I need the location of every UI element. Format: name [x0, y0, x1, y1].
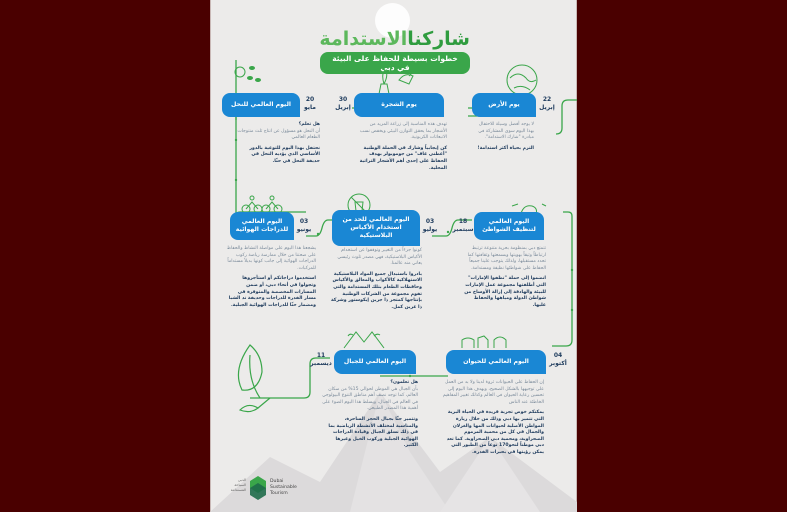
date-day: 11 [316, 352, 326, 359]
event-intro: تهدف هذه المناسبة إلى زراعة المزيد من الأشجار بما يحقق التوازن البيئي ويخفض نسب الانبعاثات الكربونية. [359, 122, 447, 141]
page-subtitle: خطوات بسيطة للحفاظ على البيئة في دبي [320, 52, 470, 74]
date-day: 03 [299, 218, 309, 225]
event-date [300, 96, 320, 111]
event-date [452, 218, 474, 233]
logo-english-text [270, 479, 297, 497]
logo-ar-line: الدبي [238, 478, 246, 482]
event-description [326, 248, 422, 311]
event-title-box: اليوم العالمي للجبال [334, 350, 416, 374]
event-intro: أن النحل هو مسؤول عن انتاج ثلث منتوجات الطعام العالمي [237, 128, 320, 141]
event-intro: بأن الجبال هي الموطن لحوالي 15% من سكان العالم، كما توجد نصف أهم مناطق التنوع البيولوجي في العالم في الجبال، ويسلط هذا اليوم الضوء على أهمية هذا المصدر الطبيعي. [322, 386, 418, 412]
event-date [420, 218, 440, 233]
date-month: إبريل [335, 103, 351, 111]
logo-en-line: Dubai [270, 479, 284, 484]
logo-en-line: Sustainable [270, 485, 297, 490]
event-description [476, 122, 534, 152]
event-description [226, 246, 316, 309]
leaf-graphic [238, 345, 270, 412]
date-day: 30 [338, 96, 348, 103]
event-description [440, 380, 544, 457]
event-highlight: التزم بحياة أكثر استدامة! [477, 145, 534, 151]
event-highlight: استخدموا دراجاتكم أو استأجروها وتجولوا في أنحاء دبي، أو ضمن المسارات المخصصة والمتوفرة في مسار القدرة للدراجات وحديقة ند الشبا ومضمار حتّا للدراجات الهوائية الجبلية. [228, 276, 316, 308]
event-highlight: كن إيجابياً وشارك في الحملة الوطنية "أعطني غاف" من جوموبولز بهدف الحفاظ على إحدى أهم الأشجار التراثية المحلية. [359, 145, 447, 171]
mountains-icon [342, 328, 386, 350]
event-highlight: يمكنكم خوض تجربة فريدة في الحياة البرية التي تتميز بها دبي وذلك من خلال زيارة المواطن الأصلية لحيوانات المها والغزلان والجمال في كل من محمية المرموم الصحراوية، ومحمية دبي الصحراوية. كما تعد دبي موطناً لنحو170 نوعاً من الطيور التي يمكن رؤيتها في بحيرات القدرة. [446, 410, 544, 455]
event-intro: إن الحفاظ على الحيوانات ثروة لدينا ولا بد من العمل على توجيهها بالشكل الصحيح، ويهدف هذا اليوم إلى تحسين رعاية الحيوان في العالم وكذلك تغيير المفاهيم الخاطئة عند الناس [442, 380, 544, 405]
event-date [308, 352, 334, 367]
event-highlight: انضموا إلى حملة "نظفوا الإمارات" التي أطلقتها مجموعة عمل الإمارات للبيئة والهادفة إلى إزالة الأوساخ من شواطئ الدولة ومياهها والحفاظ عليها. [464, 276, 546, 308]
title-part-2: الاستدامة [319, 28, 408, 50]
date-month: إبريل [539, 103, 555, 111]
date-month: أكتوبر [549, 359, 567, 367]
animals-icon [460, 332, 508, 350]
event-title-box: اليوم العالمي للدراجات الهوائية [230, 212, 294, 240]
event-intro: لا يوجد أفضل وسيلة للاحتفال بهذا اليوم سوى المشاركة في مبادرة "شارك الاستدامة". [478, 122, 534, 141]
globe-icon [500, 60, 542, 96]
infographic-page [210, 0, 577, 512]
title-part-1: شاركنا [407, 28, 470, 50]
date-month: يونيو [296, 225, 312, 233]
event-intro: تتمتع دبي بمنظومة بحرية متنوعة ترتبط ارتباطاً وثيقاً بهويتها وبسمعتها وثقافتها كما تحدد مستقبلها، ولذلك يتوجب علينا جميعاً الحفاظ على شواطئها نظيفة ومستدامة. [467, 246, 546, 271]
date-day: 03 [425, 218, 435, 225]
event-date [332, 96, 354, 111]
event-intro: كونوا جزءاً من التغيير وتوقفوا عن استخدام الأكياس البلاستيكية، فهي مصدر تلوث رئيسي يعاني منه عالمنا. [337, 248, 422, 267]
date-month: يوليو [422, 225, 438, 233]
event-title-box: اليوم العالمي للحد من استخدام الأكياس البلاستيكية [332, 210, 420, 246]
dubai-sustainable-tourism-logo [222, 474, 322, 504]
event-date [546, 352, 570, 367]
date-month: سبتمبر [452, 225, 474, 233]
logo-mark-icon [250, 476, 266, 500]
bees-icon [232, 62, 264, 92]
event-description [236, 122, 320, 166]
date-day: 18 [458, 218, 468, 225]
event-date [294, 218, 314, 233]
event-title-box: يوم الشجرة [354, 93, 444, 117]
event-title-box: اليوم العالمي لتنظيف الشواطئ [474, 212, 544, 240]
event-highlight: نحتفل بهذا اليوم للتوعية بالدور الأساسي الذي يؤديه النحل في حديقة النحل في حتّا. [249, 145, 320, 164]
event-question: هل تعلمون؟ [390, 380, 418, 385]
event-title-box: اليوم العالمي للنحل [222, 93, 300, 117]
logo-ar-line: السياحة [234, 483, 246, 487]
date-day: 04 [553, 352, 563, 359]
event-question: هل تعلم؟ [298, 122, 320, 127]
event-intro: يشجعنا هذا اليوم على مواصلة النشاط والحفاظ على صحتنا من خلال ممارسة رياضة ركوب الدراجات الهوائية إلى جانب كونها بديلاً مستداماً للمركبات. [226, 246, 316, 271]
logo-arabic-text [222, 478, 246, 493]
event-date [536, 96, 558, 111]
logo-en-line: Tourism [270, 491, 288, 496]
event-highlight: وتتميز حتّا بجبال الحجر الساحرة، والمناسبة لمختلف الأنشطة الرياضية بما في ذلك تسلق الجبال وقيادة الدراجات الهوائية الجبلية وركوب الخيل وغيرها الكثير. [328, 416, 418, 449]
event-description [322, 380, 418, 450]
cyclists-icon [240, 194, 284, 214]
event-title-box: اليوم العالمي للحيوان [446, 350, 546, 374]
event-highlight: بادروا باستبدال جميع المواد البلاستيكية الاستهلاكية كالأكواب والمعالق والأكياس وحافظات الطعام بتلك المستدامة والتي تقوم مجموعة من الشركات الوطنية بإنتاجها كمتجر ذا جرين إيكوستور وشركة ذا غرين كمل. [330, 271, 422, 310]
date-month: مايو [304, 103, 316, 111]
event-description [460, 246, 546, 309]
date-day: 22 [542, 96, 552, 103]
event-description [355, 122, 447, 172]
logo-ar-line: المستدامة [230, 488, 246, 492]
date-day: 20 [305, 96, 315, 103]
event-title-box: يوم الأرض [472, 93, 536, 117]
watering-plant-icon [375, 66, 419, 96]
date-month: ديسمبر [310, 359, 332, 367]
